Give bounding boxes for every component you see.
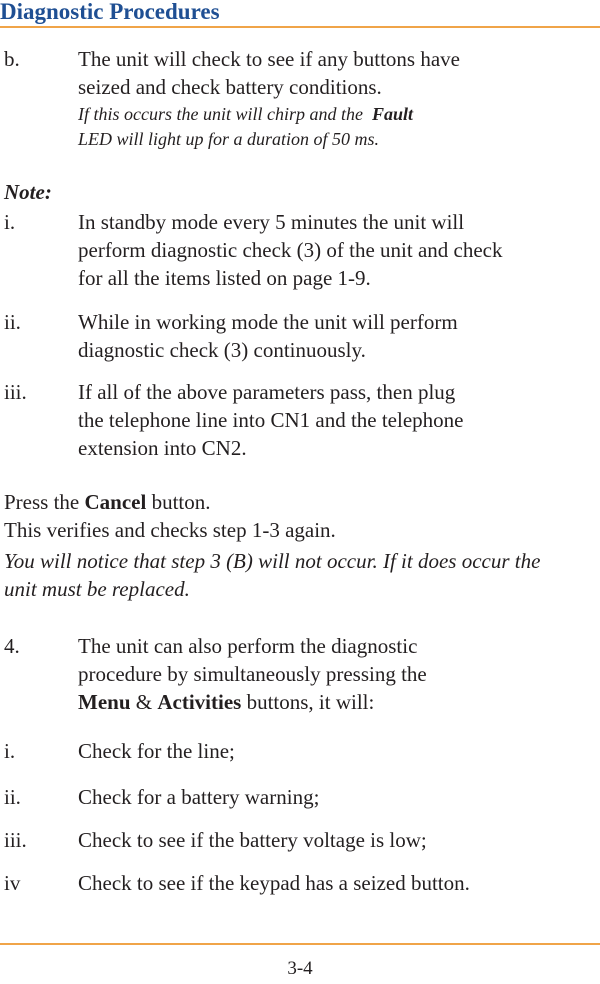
check-item-label: i. xyxy=(4,739,16,763)
check-item xyxy=(0,826,600,854)
verifies-line: This verifies and checks step 1-3 again. xyxy=(4,518,336,542)
step-4-label: 4. xyxy=(4,634,20,658)
step-4-post: buttons, it will: xyxy=(246,690,375,714)
note-item-line: If all of the above parameters pass, then plug xyxy=(78,380,456,404)
note-heading: Note: xyxy=(4,180,52,204)
note-item-label: i. xyxy=(4,210,16,234)
activities-button-name: Activities xyxy=(157,690,242,714)
cancel-button-name: Cancel xyxy=(84,490,147,514)
press-cancel-post: button. xyxy=(151,490,211,514)
note-item-line: for all the items listed on page 1-9. xyxy=(78,266,371,290)
check-item-text: Check to see if the battery voltage is low; xyxy=(78,828,427,852)
cancel-italic-line-2: unit must be replaced. xyxy=(4,577,190,601)
check-item xyxy=(0,783,600,811)
fault-led-label: Fault xyxy=(371,104,414,124)
note-item-line: the telephone line into CN1 and the telephone xyxy=(78,408,464,432)
step-4-line-2: procedure by simultaneously pressing the xyxy=(78,662,427,686)
check-item-label: ii. xyxy=(4,785,21,809)
step-b-note-line-2: LED will light up for a duration of 50 ms. xyxy=(78,129,380,149)
step-b xyxy=(0,45,600,152)
check-item-label: iii. xyxy=(4,828,27,852)
step-b-line-1: The unit will check to see if any buttons have xyxy=(78,47,460,71)
page-title-text: Diagnostic Procedures xyxy=(0,0,220,24)
page-number: 3-4 xyxy=(287,958,313,979)
note-item-ii xyxy=(0,308,600,364)
note-item-line: diagnostic check (3) continuously. xyxy=(78,338,366,362)
ampersand: & xyxy=(135,690,153,714)
press-cancel-line xyxy=(4,488,600,516)
check-item xyxy=(0,869,600,897)
step-b-note-line-1 xyxy=(78,102,600,127)
step-b-line-2: seized and check battery conditions. xyxy=(78,75,382,99)
footer-divider xyxy=(0,943,600,945)
step-b-note-text: If this occurs the unit will chirp and the xyxy=(78,104,363,124)
check-item-text: Check for a battery warning; xyxy=(78,785,320,809)
note-item-line: extension into CN2. xyxy=(78,436,247,460)
check-item xyxy=(0,737,600,765)
note-item-line: While in working mode the unit will perform xyxy=(78,310,458,334)
check-item-text: Check to see if the keypad has a seized button. xyxy=(78,871,470,895)
note-item-line: perform diagnostic check (3) of the unit and check xyxy=(78,238,503,262)
step-4-line-1: The unit can also perform the diagnostic xyxy=(78,634,418,658)
note-item-line: In standby mode every 5 minutes the unit will xyxy=(78,210,465,234)
note-item-label: ii. xyxy=(4,310,21,334)
page-title xyxy=(0,0,600,27)
step-4-line-3 xyxy=(78,688,600,716)
check-item-text: Check for the line; xyxy=(78,739,235,763)
note-item-label: iii. xyxy=(4,380,27,404)
header-divider xyxy=(0,26,600,28)
note-item-i xyxy=(0,208,600,292)
step-4 xyxy=(0,632,600,716)
cancel-italic-line-1: You will notice that step 3 (B) will not occur. If it does occur the xyxy=(4,549,541,573)
press-cancel-pre: Press the xyxy=(4,490,80,514)
check-item-label: iv xyxy=(4,871,21,895)
note-item-iii xyxy=(0,378,600,462)
menu-button-name: Menu xyxy=(78,690,131,714)
step-b-label: b. xyxy=(4,47,20,71)
